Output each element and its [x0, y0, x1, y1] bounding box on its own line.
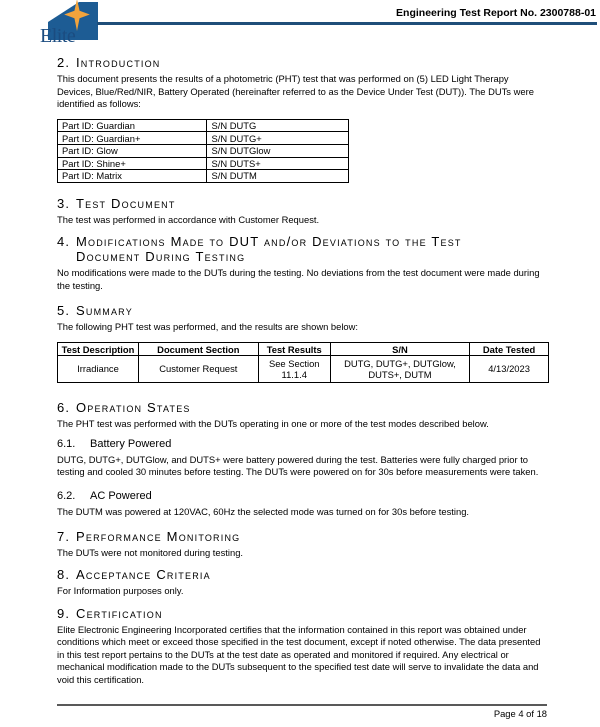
- document-section-cell: Customer Request: [138, 356, 258, 383]
- section-heading-acceptance-criteria: [57, 567, 547, 582]
- subsection-number: 6.1.: [57, 437, 76, 450]
- section-heading-operation-states: [57, 400, 547, 415]
- section-paragraph: The following PHT test was performed, and the results are shown below:: [57, 320, 359, 332]
- section-paragraph: No modifications were made to the DUTs during the testing. No deviations from the test document were made during the testing.: [57, 267, 540, 291]
- test-description-cell: Irradiance: [58, 356, 139, 383]
- section-title: Introduction: [76, 55, 161, 70]
- serial-numbers-cell: DUTG, DUTG+, DUTGlow, DUTS+, DUTM: [330, 356, 469, 383]
- column-header: Date Tested: [470, 343, 549, 356]
- section-number: 9.: [57, 605, 71, 621]
- section-paragraph: The DUTM was powered at 120VAC, 60Hz the selected mode was turned on for 30s before testing.: [57, 505, 470, 517]
- section-heading-certification: [57, 606, 547, 621]
- part-id-cell: Part ID: Matrix: [58, 170, 207, 183]
- elite-logo: [40, 2, 102, 47]
- table-row: [58, 119, 349, 132]
- section-paragraph: The DUTs were not monitored during testing.: [57, 546, 244, 558]
- serial-cell: S/N DUTGlow: [207, 144, 349, 157]
- section-title: Acceptance Criteria: [76, 567, 211, 583]
- section-title: Test Document: [76, 195, 176, 211]
- logo-text: Elite: [40, 25, 76, 47]
- summary-results-table: [57, 342, 549, 383]
- table-row: [58, 157, 349, 170]
- column-header: S/N: [330, 343, 469, 356]
- section-heading-summary: [57, 303, 547, 318]
- test-results-cell: See Section 11.1.4: [258, 356, 330, 383]
- section-number: 5.: [57, 302, 71, 318]
- section-paragraph: The PHT test was performed with the DUTs operating in one or more of the test modes described below.: [57, 418, 489, 430]
- date-tested-cell: 4/13/2023: [470, 356, 549, 383]
- section-title: Modifications Made to DUT and/or Deviations to the Test Document During Testing: [76, 234, 462, 265]
- section-title: Operation States: [76, 400, 191, 416]
- section-number: 2.: [57, 55, 71, 70]
- report-title: Engineering Test Report No. 2300788-01: [396, 7, 596, 19]
- section-number: 8.: [57, 567, 71, 583]
- serial-cell: S/N DUTG+: [207, 132, 349, 145]
- table-header-row: [58, 343, 549, 356]
- column-header: Test Description: [58, 343, 139, 356]
- page-footer: [57, 704, 547, 719]
- header-rule: [97, 22, 597, 25]
- page-number-label: Page 4 of 18: [493, 708, 547, 719]
- section-title: Certification: [76, 605, 163, 621]
- section-paragraph: DUTG, DUTG+, DUTGlow, and DUTS+ were battery powered during the test. Batteries were fully charged prior to testing and cooled 30 minutes before testing. The DUTs were powered on for 30s before measurements were taken.: [57, 453, 539, 478]
- table-row: [58, 356, 549, 383]
- part-id-cell: Part ID: Shine+: [58, 157, 207, 170]
- section-heading-introduction: [57, 55, 547, 70]
- section-paragraph: Elite Electronic Engineering Incorporated certifies that the information contained in this report was obtained under conditions which meet or exceed those specified in the test document, except if noted otherwise. The data presented in this test report pertains to the DUTs at the test date as operated and monitored if required. Any electrical or mechanical modification made to the DUTs subsequent to the specified test date will serve to invalidate the data and void this certification.: [57, 623, 541, 686]
- column-header: Test Results: [258, 343, 330, 356]
- section-number: 4.: [57, 234, 71, 250]
- subsection-title: Battery Powered: [90, 437, 172, 450]
- report-body: [57, 55, 547, 687]
- serial-cell: S/N DUTS+: [207, 157, 349, 170]
- subsection-title: AC Powered: [90, 489, 152, 502]
- part-id-cell: Part ID: Guardian: [58, 119, 207, 132]
- dut-identification-table: [57, 119, 349, 183]
- part-id-cell: Part ID: Glow: [58, 144, 207, 157]
- serial-cell: S/N DUTG: [207, 119, 349, 132]
- section-number: 7.: [57, 528, 71, 544]
- subsection-heading-battery-powered: [57, 438, 547, 451]
- section-title: Performance Monitoring: [76, 528, 241, 544]
- column-header: Document Section: [138, 343, 258, 356]
- section-number: 3.: [57, 195, 71, 211]
- table-row: [58, 144, 349, 157]
- section-heading-modifications: [57, 234, 547, 264]
- section-heading-performance-monitoring: [57, 529, 547, 544]
- section-title: Summary: [76, 302, 133, 318]
- serial-cell: S/N DUTM: [207, 170, 349, 183]
- subsection-number: 6.2.: [57, 489, 76, 502]
- section-heading-test-document: [57, 196, 547, 211]
- section-number: 6.: [57, 400, 71, 416]
- part-id-cell: Part ID: Guardian+: [58, 132, 207, 145]
- subsection-heading-ac-powered: [57, 490, 547, 503]
- section-paragraph: This document presents the results of a photometric (PHT) test that was performed on (5) LED Light Therapy Devices, Blue/Red/NIR, Battery Operated (hereinafter referred to as the Device Under Test (DUT)). The DUTs were identified as follows:: [57, 73, 534, 110]
- section-paragraph: For Information purposes only.: [57, 585, 184, 597]
- section-paragraph: The test was performed in accordance with Customer Request.: [57, 213, 320, 225]
- table-row: [58, 170, 349, 183]
- table-row: [58, 132, 349, 145]
